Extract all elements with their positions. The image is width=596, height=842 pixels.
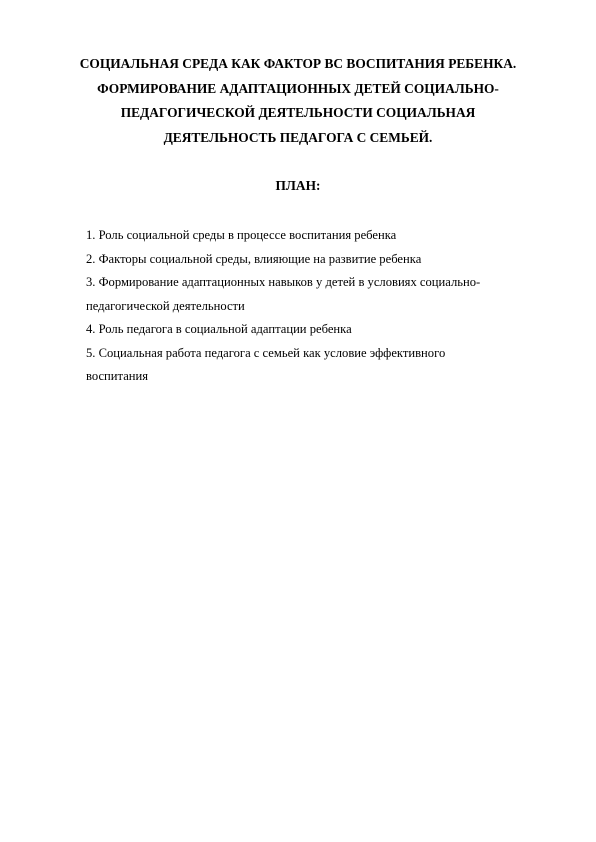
document-title xyxy=(60,52,536,150)
title-line-2: ФОРМИРОВАНИЕ АДАПТАЦИОННЫХ ДЕТЕЙ СОЦИАЛЬНО- xyxy=(97,80,499,96)
plan-item-5 xyxy=(86,342,546,389)
plan-item-5-line-1: 5. Социальная работа педагога с семьей как условие эффективного xyxy=(86,345,446,360)
title-line-3: ПЕДАГОГИЧЕСКОЙ ДЕЯТЕЛЬНОСТИ СОЦИАЛЬНАЯ xyxy=(120,105,476,120)
plan-item-4-line-1: 4. Роль педагога в социальной адаптации ребенка xyxy=(86,322,352,336)
plan-item-1-line-1: 1. Роль социальной среды в процессе воспитания ребенка xyxy=(86,228,397,242)
plan-item-3-line-2: педагогической деятельности xyxy=(86,298,245,313)
plan-item-2-line-1: 2. Факторы социальной среды, влияющие на развитие ребенка xyxy=(86,251,422,266)
plan-item-1 xyxy=(86,224,546,248)
plan-item-2 xyxy=(86,248,546,272)
title-line-4: ДЕЯТЕЛЬНОСТЬ ПЕДАГОГА С СЕМЬЕЙ. xyxy=(163,129,433,145)
plan-item-3 xyxy=(86,271,546,318)
plan-heading: ПЛАН: xyxy=(275,178,321,193)
title-line-1: СОЦИАЛЬНАЯ СРЕДА КАК ФАКТОР ВС ВОСПИТАНИЯ РЕБЕНКА. xyxy=(79,56,517,71)
plan-item-4 xyxy=(86,318,546,342)
plan-item-3-line-1: 3. Формирование адаптационных навыков у детей в условиях социально- xyxy=(86,275,481,289)
plan-item-5-line-2: воспитания xyxy=(86,369,149,383)
plan-list xyxy=(86,224,546,389)
